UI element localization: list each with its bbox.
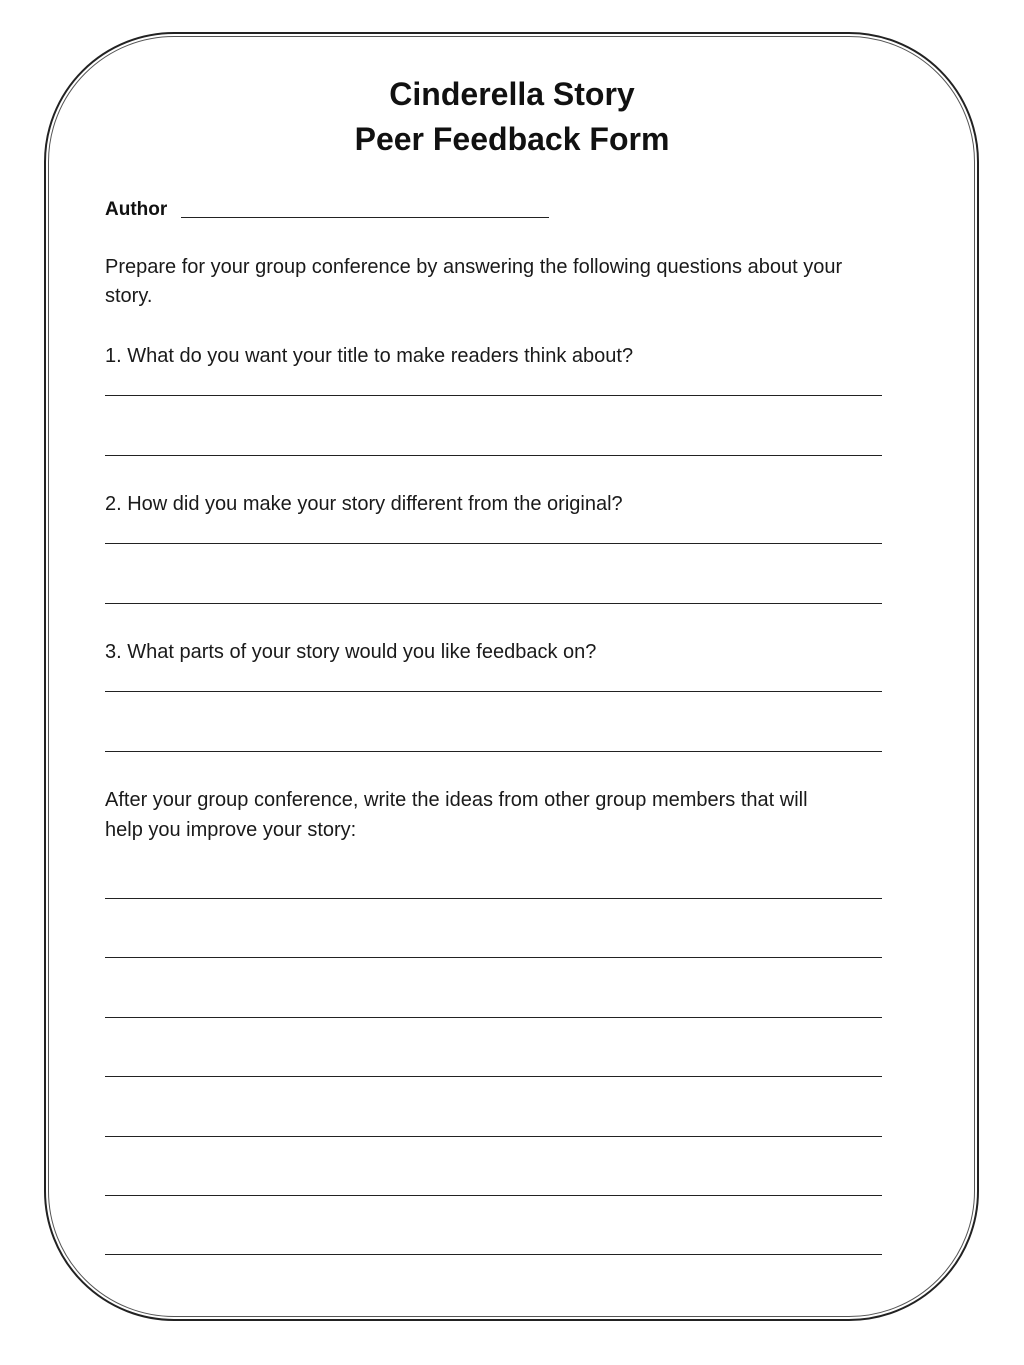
page-border-inner — [48, 36, 975, 1317]
author-blank-line[interactable] — [181, 217, 549, 218]
answer-2-line-2[interactable] — [105, 603, 882, 604]
answer-3-line-2[interactable] — [105, 751, 882, 752]
intro-line-2: story. — [105, 285, 153, 307]
question-2: 2. How did you make your story different from the original? — [105, 493, 623, 515]
ideas-line-5[interactable] — [105, 1136, 882, 1137]
form-title-line1: Cinderella Story — [389, 76, 635, 112]
ideas-line-2[interactable] — [105, 957, 882, 958]
question-1: 1. What do you want your title to make readers think about? — [105, 345, 634, 367]
answer-2-line-1[interactable] — [105, 543, 882, 544]
intro-line-1: Prepare for your group conference by answering the following questions about your — [105, 256, 843, 278]
ideas-line-1[interactable] — [105, 898, 882, 899]
after-conference-line-2: help you improve your story: — [105, 819, 357, 841]
after-conference-line-1: After your group conference, write the ideas from other group members that will — [105, 789, 808, 811]
ideas-line-7[interactable] — [105, 1254, 882, 1255]
answer-3-line-1[interactable] — [105, 691, 882, 692]
answer-1-line-1[interactable] — [105, 395, 882, 396]
author-label: Author — [105, 199, 168, 220]
ideas-line-6[interactable] — [105, 1195, 882, 1196]
author-row — [105, 194, 549, 224]
ideas-line-3[interactable] — [105, 1017, 882, 1018]
answer-1-line-2[interactable] — [105, 455, 882, 456]
ideas-line-4[interactable] — [105, 1076, 882, 1077]
form-title-line2: Peer Feedback Form — [354, 121, 670, 157]
question-3: 3. What parts of your story would you like feedback on? — [105, 641, 597, 663]
